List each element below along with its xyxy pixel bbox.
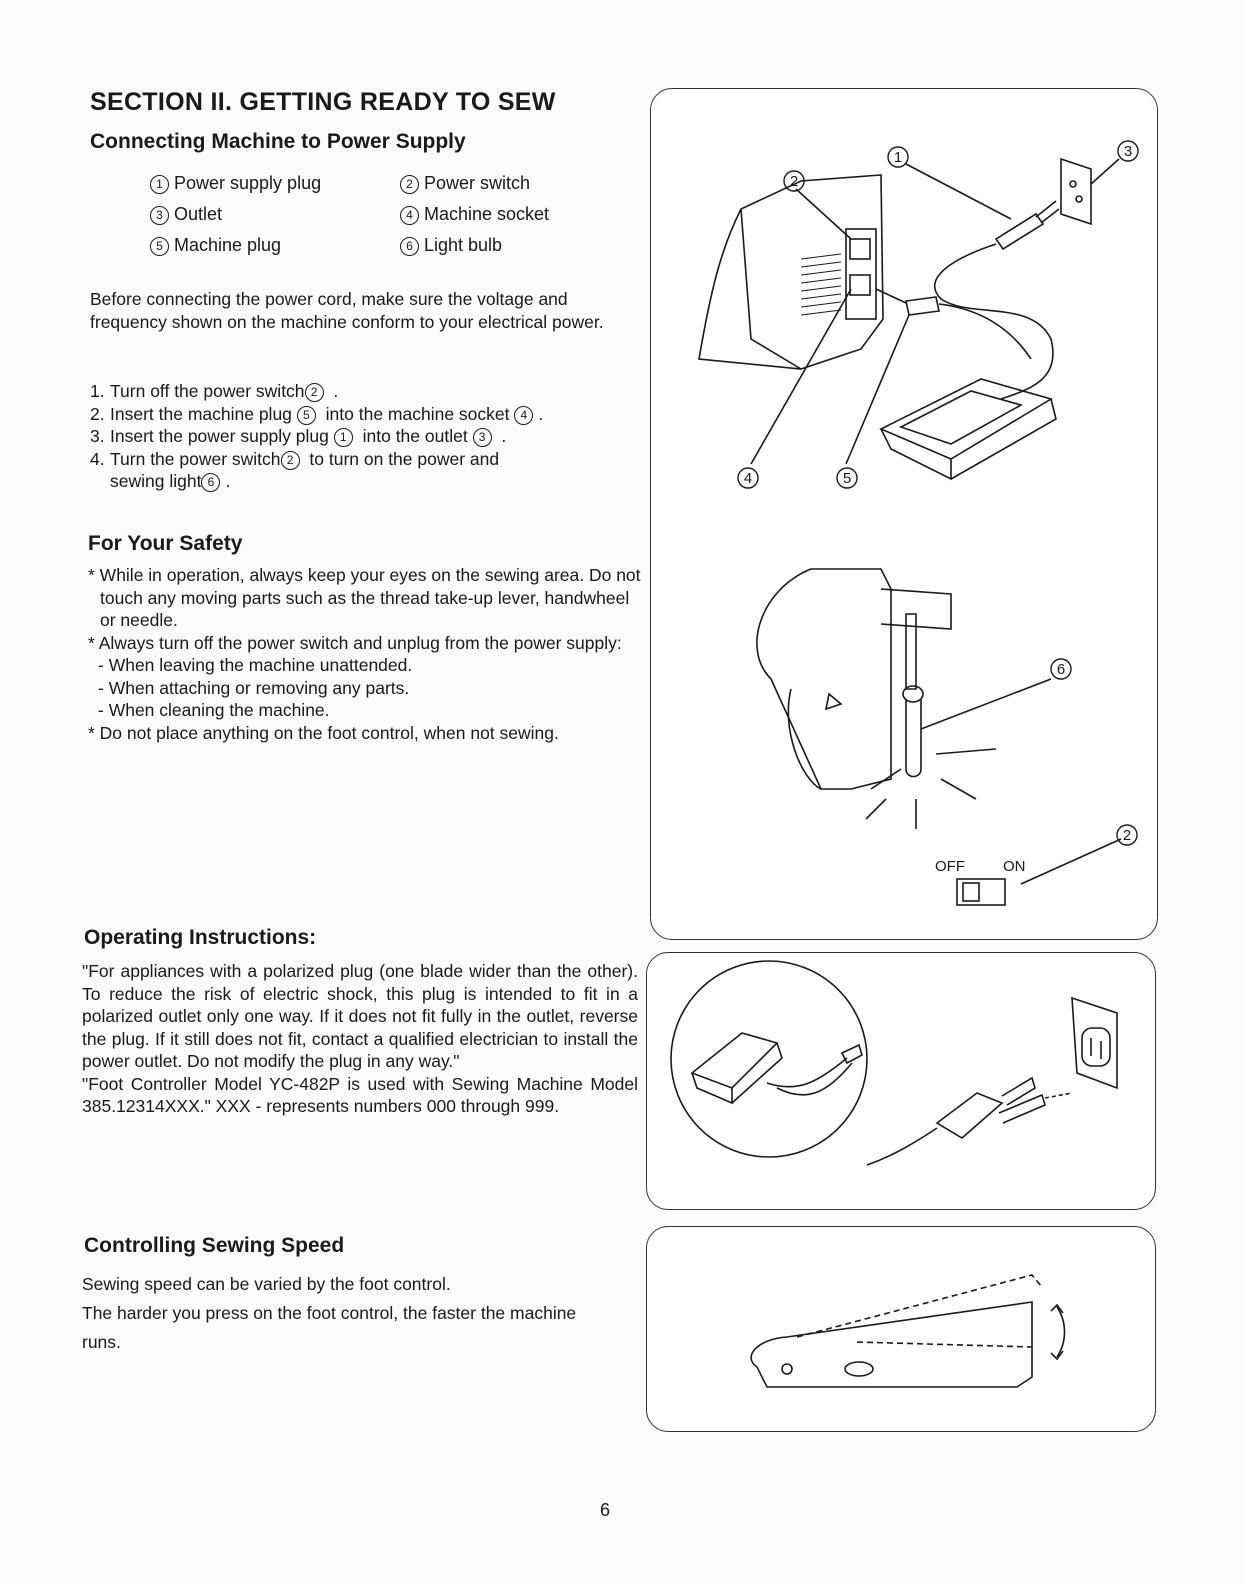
safety-bullet: * Always turn off the power switch and unplug from the power supply:: [88, 632, 622, 653]
heading-operating: Operating Instructions:: [84, 926, 317, 949]
step-item: 3. Insert the power supply plug 1 into the outlet 3 .: [90, 426, 507, 446]
foot-control-side: [751, 1302, 1032, 1387]
foot-controller-paragraph: "Foot Controller Model YC-482P is used with Sewing Machine Model 385.12314XXX." XXX - represents numbers 000 through 999.: [82, 1073, 638, 1116]
legend-item: 5 Machine plug: [150, 230, 400, 261]
legend-item: 6 Light bulb: [400, 230, 502, 261]
arrow-icon: [826, 694, 841, 709]
callout-6: 6: [1056, 661, 1066, 678]
safety-bullet: * Do not place anything on the foot control, when not sewing.: [88, 722, 559, 743]
step-item-continued: sewing light 6 .: [110, 471, 231, 491]
switch-off-label: OFF: [935, 858, 965, 875]
press-arrow-icon: [1057, 1307, 1065, 1357]
connection-illustration: [651, 89, 1157, 939]
heading-connecting: Connecting Machine to Power Supply: [90, 130, 466, 153]
speed-text: [82, 1270, 602, 1357]
callout-2-switch: 2: [1122, 827, 1132, 844]
section-title: SECTION II. GETTING READY TO SEW: [90, 88, 556, 116]
safety-subitem: - When leaving the machine unattended.: [98, 655, 413, 675]
callout-4: 4: [743, 470, 753, 487]
illustration-panel-connection: [650, 88, 1158, 940]
foot-controller-inset: [671, 961, 867, 1157]
speed-line: The harder you press on the foot control, the faster the machine runs.: [82, 1303, 577, 1352]
polarized-plug-paragraph: "For appliances with a polarized plug (one blade wider than the other). To reduce the risk of electric shock, this plug is intended to fit in a polarized outlet only one way. If it does not fit fully in the outlet, reverse the plug. If it still does not fit, contact a qualified electrician to install the power outlet. Do not modify the plug in any way.": [82, 961, 638, 1071]
callout-3: 3: [1123, 143, 1133, 160]
safety-list: [86, 564, 646, 744]
wall-outlet: [1061, 159, 1091, 224]
power-supply-plug: [996, 214, 1043, 249]
intro-paragraph: Before connecting the power cord, make sure the voltage and frequency shown on the machine conform to your electrical power.: [90, 289, 604, 332]
foot-control: [881, 379, 1051, 459]
page-number: 6: [600, 1500, 611, 1520]
sewing-machine-body: [699, 175, 883, 369]
light-bulb: [906, 699, 921, 777]
light-cover: [757, 569, 891, 789]
callout-1: 1: [893, 149, 903, 166]
safety-bullet: * While in operation, always keep your eyes on the sewing area. Do not touch any moving parts such as the thread take-up lever, handwheel or needle.: [88, 565, 641, 630]
foot-control-speed-illustration: [647, 1227, 1155, 1431]
machine-plug: [906, 297, 939, 315]
illustration-panel-polarized-plug: [646, 952, 1156, 1210]
switch-on-label: ON: [1003, 858, 1026, 875]
speed-line: Sewing speed can be varied by the foot control.: [82, 1274, 451, 1294]
heading-safety: For Your Safety: [88, 532, 243, 555]
step-item: 2. Insert the machine plug 5 into the machine socket 4 .: [90, 403, 544, 424]
polarized-plug: [937, 1093, 1002, 1138]
callout-5: 5: [842, 470, 852, 487]
legend-item: 4 Machine socket: [400, 199, 549, 230]
legend-item: 1 Power supply plug: [150, 168, 400, 199]
legend-item: 2 Power switch: [400, 168, 530, 199]
steps-list: [90, 380, 610, 493]
parts-legend: [150, 168, 610, 261]
illustration-panel-speed: [646, 1226, 1156, 1432]
callout-2: 2: [789, 173, 799, 190]
legend-item: 3 Outlet: [150, 199, 400, 230]
step-item: 1. Turn off the power switch 2 .: [90, 381, 339, 401]
polarized-plug-illustration: [647, 953, 1155, 1209]
operating-text: [82, 960, 638, 1118]
step-item: 4. Turn the power switch 2 to turn on the power and: [90, 448, 500, 469]
safety-subitem: - When cleaning the machine.: [98, 700, 330, 720]
safety-subitem: - When attaching or removing any parts.: [98, 677, 410, 698]
heading-speed: Controlling Sewing Speed: [84, 1234, 345, 1257]
